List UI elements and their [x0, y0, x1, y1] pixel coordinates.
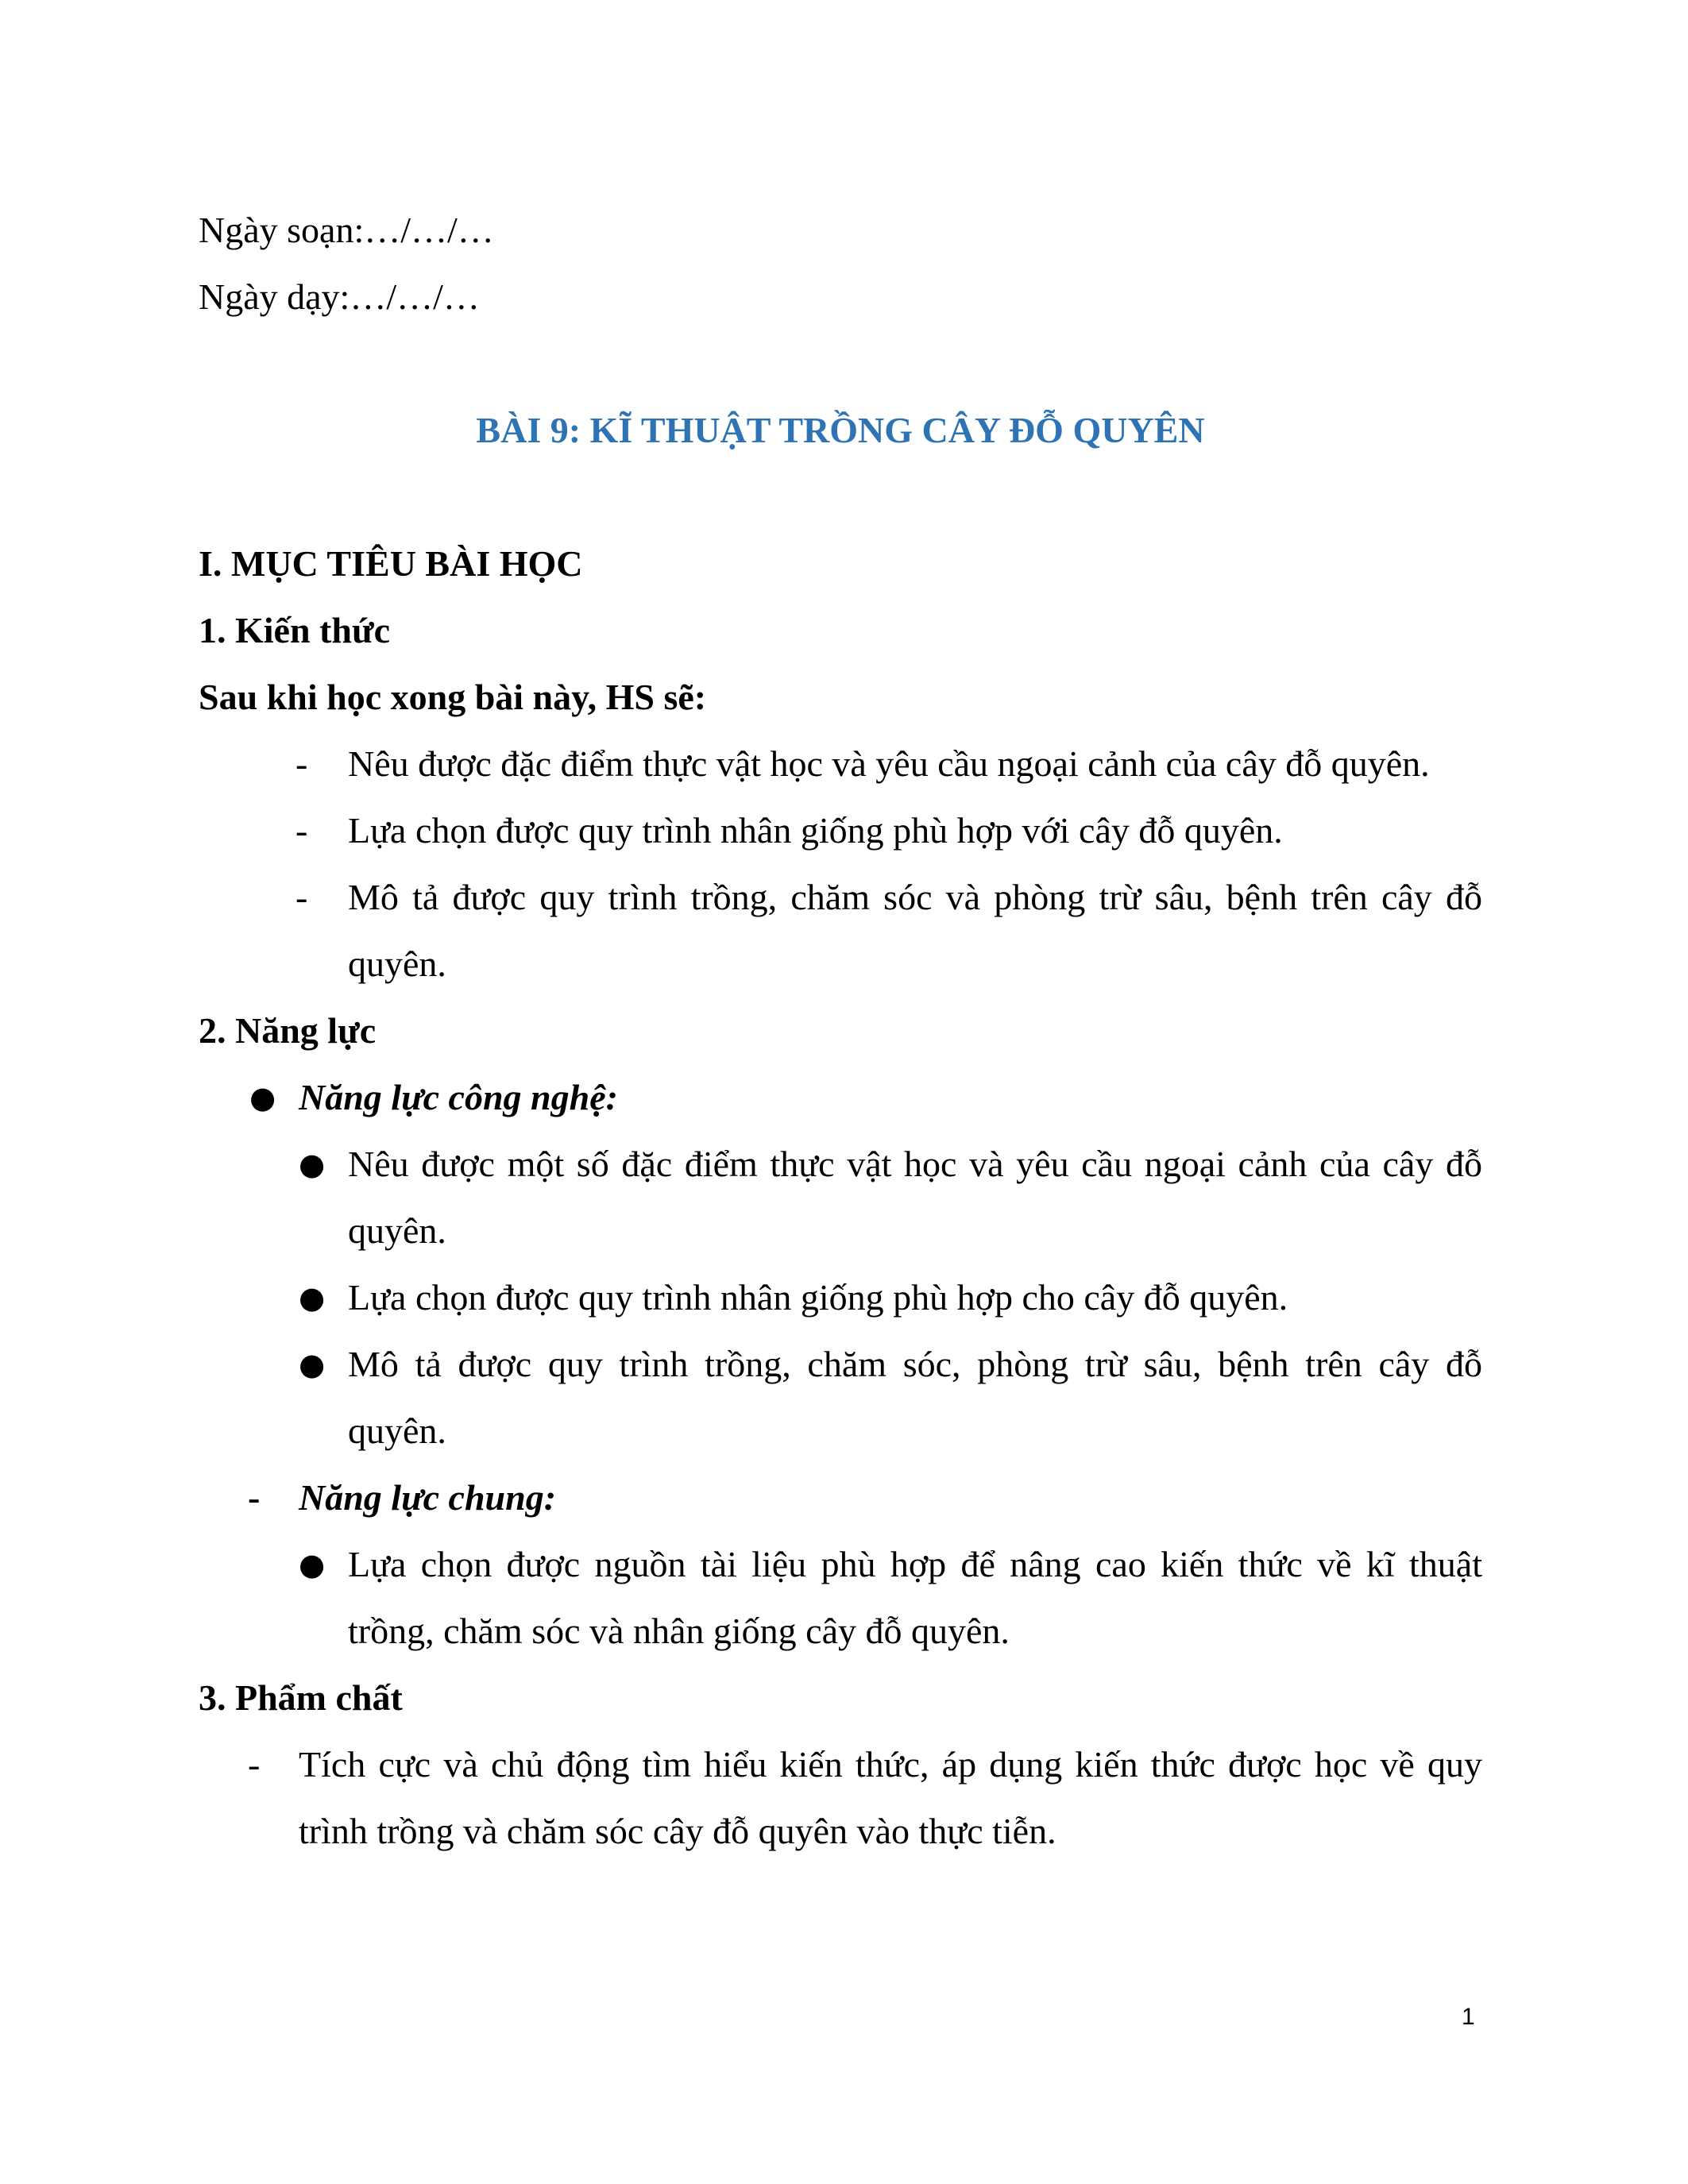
- list-item-text: Mô tả được quy trình trồng, chăm sóc và phòng trừ sâu, bệnh trên cây đỗ quyên.: [348, 877, 1482, 984]
- bullet-icon: ●: [299, 1347, 326, 1382]
- list-item: [199, 1264, 1482, 1331]
- list-item-text: Lựa chọn được nguồn tài liệu phù hợp để nâng cao kiến thức về kĩ thuật trồng, chăm sóc và nhân giống cây đỗ quyên.: [348, 1544, 1482, 1651]
- list-item-text: Nêu được một số đặc điểm thực vật học và yêu cầu ngoại cảnh của cây đỗ quyên.: [348, 1144, 1482, 1251]
- list-item: [199, 731, 1482, 797]
- subheading-qualities: 3. Phẩm chất: [199, 1677, 403, 1718]
- general-competence-label: Năng lực chung:: [299, 1477, 557, 1518]
- subheading-knowledge: 1. Kiến thức: [199, 610, 390, 650]
- bullet-icon: ●: [299, 1547, 326, 1582]
- list-item-text: Nêu được đặc điểm thực vật học và yêu cầu ngoại cảnh của cây đỗ quyên.: [348, 743, 1430, 784]
- list-item: [199, 1731, 1482, 1865]
- list-item: [199, 1331, 1482, 1464]
- bullet-icon: ●: [299, 1280, 326, 1315]
- list-item: [199, 864, 1482, 997]
- subheading-competence: 2. Năng lực: [199, 1010, 377, 1051]
- date-prepared: Ngày soạn:…/…/…: [199, 210, 494, 250]
- dash-marker: -: [248, 1744, 261, 1785]
- list-item: [199, 1531, 1482, 1665]
- list-item-text: Mô tả được quy trình trồng, chăm sóc, phòng trừ sâu, bệnh trên cây đỗ quyên.: [348, 1344, 1482, 1451]
- bullet-icon: ●: [299, 1147, 326, 1182]
- list-item: [199, 797, 1482, 864]
- tech-competence-label: Năng lực công nghệ:: [299, 1077, 618, 1117]
- section-heading-objectives: I. MỤC TIÊU BÀI HỌC: [199, 543, 583, 584]
- bullet-icon: ●: [249, 1080, 276, 1115]
- dash-marker: -: [295, 810, 308, 851]
- dash-marker: -: [295, 743, 308, 784]
- list-item-tech-competence: [199, 1064, 1482, 1131]
- page-number: 1: [1462, 2004, 1475, 2030]
- dash-marker: -: [248, 1477, 261, 1518]
- lesson-title: BÀI 9: KĨ THUẬT TRỒNG CÂY ĐỖ QUYÊN: [476, 410, 1205, 450]
- list-item: [199, 1131, 1482, 1264]
- list-item-text: Lựa chọn được quy trình nhân giống phù hợp với cây đỗ quyên.: [348, 810, 1283, 851]
- knowledge-intro: Sau khi học xong bài này, HS sẽ:: [199, 677, 707, 717]
- list-item-general-competence: [199, 1464, 1482, 1531]
- dash-marker: -: [295, 877, 308, 917]
- date-taught: Ngày dạy:…/…/…: [199, 276, 480, 317]
- document-body: [199, 197, 1482, 1865]
- list-item-text: Tích cực và chủ động tìm hiểu kiến thức, áp dụng kiến thức được học về quy trình trồng và chăm sóc cây đỗ quyên vào thực tiễn.: [299, 1744, 1482, 1851]
- list-item-text: Lựa chọn được quy trình nhân giống phù hợp cho cây đỗ quyên.: [348, 1277, 1288, 1318]
